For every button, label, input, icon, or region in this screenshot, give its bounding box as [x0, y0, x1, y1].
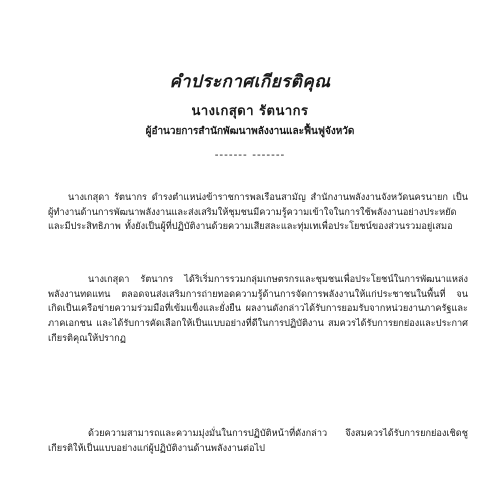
section-divider: ------- ------- [214, 148, 286, 161]
paragraph-1: นางเกสุดา รัตนากร ดำรงตำแหน่งข้าราชการพลเรือนสามัญ สำนักงานพลังงานจังหวัดนครนายก เป็นผู้ทำงานด้านการพัฒนาพลังงานและส่งเสริมให้ชุมชนมีความรู้ความเข้าใจในการใช้พลังงานอย่างประหยัดและมีประสิทธิภาพ ทั้งยังเป็นผู้ที่ปฏิบัติงานด้วยความเสียสละและทุ่มเทเพื่อประโยชน์ของส่วนรวมอยู่เสมอ [48, 192, 468, 233]
honoree-name: นางเกสุดา รัตนากร [191, 104, 309, 119]
paragraph-2: นางเกสุดา รัตนากร ได้ริเริ่มการรวมกลุ่มเกษตรกรและชุมชนเพื่อประโยชน์ในการพัฒนาแหล่งพลังงานทดแทน ตลอดจนส่งเสริมการถ่ายทอดความรู้ด้านการจัดการพลังงานให้แก่ประชาชนในพื้นที่ จนเกิดเป็นเครือข่ายความร่วมมือที่เข้มแข็งและยั่งยืน ผลงานดังกล่าวได้รับการยอมรับจากหน่วยงานภาครัฐและภาคเอกชน และได้รับการคัดเลือกให้เป็นแบบอย่างที่ดีในการปฏิบัติงาน สมควรได้รับการยกย่องและประกาศเกียรติคุณให้ปรากฏ [48, 274, 468, 344]
honoree-position: ผู้อำนวยการสำนักพัฒนาพลังงานและฟื้นฟูจังหวัด [145, 126, 355, 137]
document-title: คำประกาศเกียรติคุณ [169, 72, 331, 92]
paragraph-3: ด้วยความสามารถและความมุ่งมั่นในการปฏิบัติหน้าที่ดังกล่าว จึงสมควรได้รับการยกย่องเชิดชูเกียรติให้เป็นแบบอย่างแก่ผู้ปฏิบัติงานด้านพลังงานต่อไป [48, 428, 468, 454]
